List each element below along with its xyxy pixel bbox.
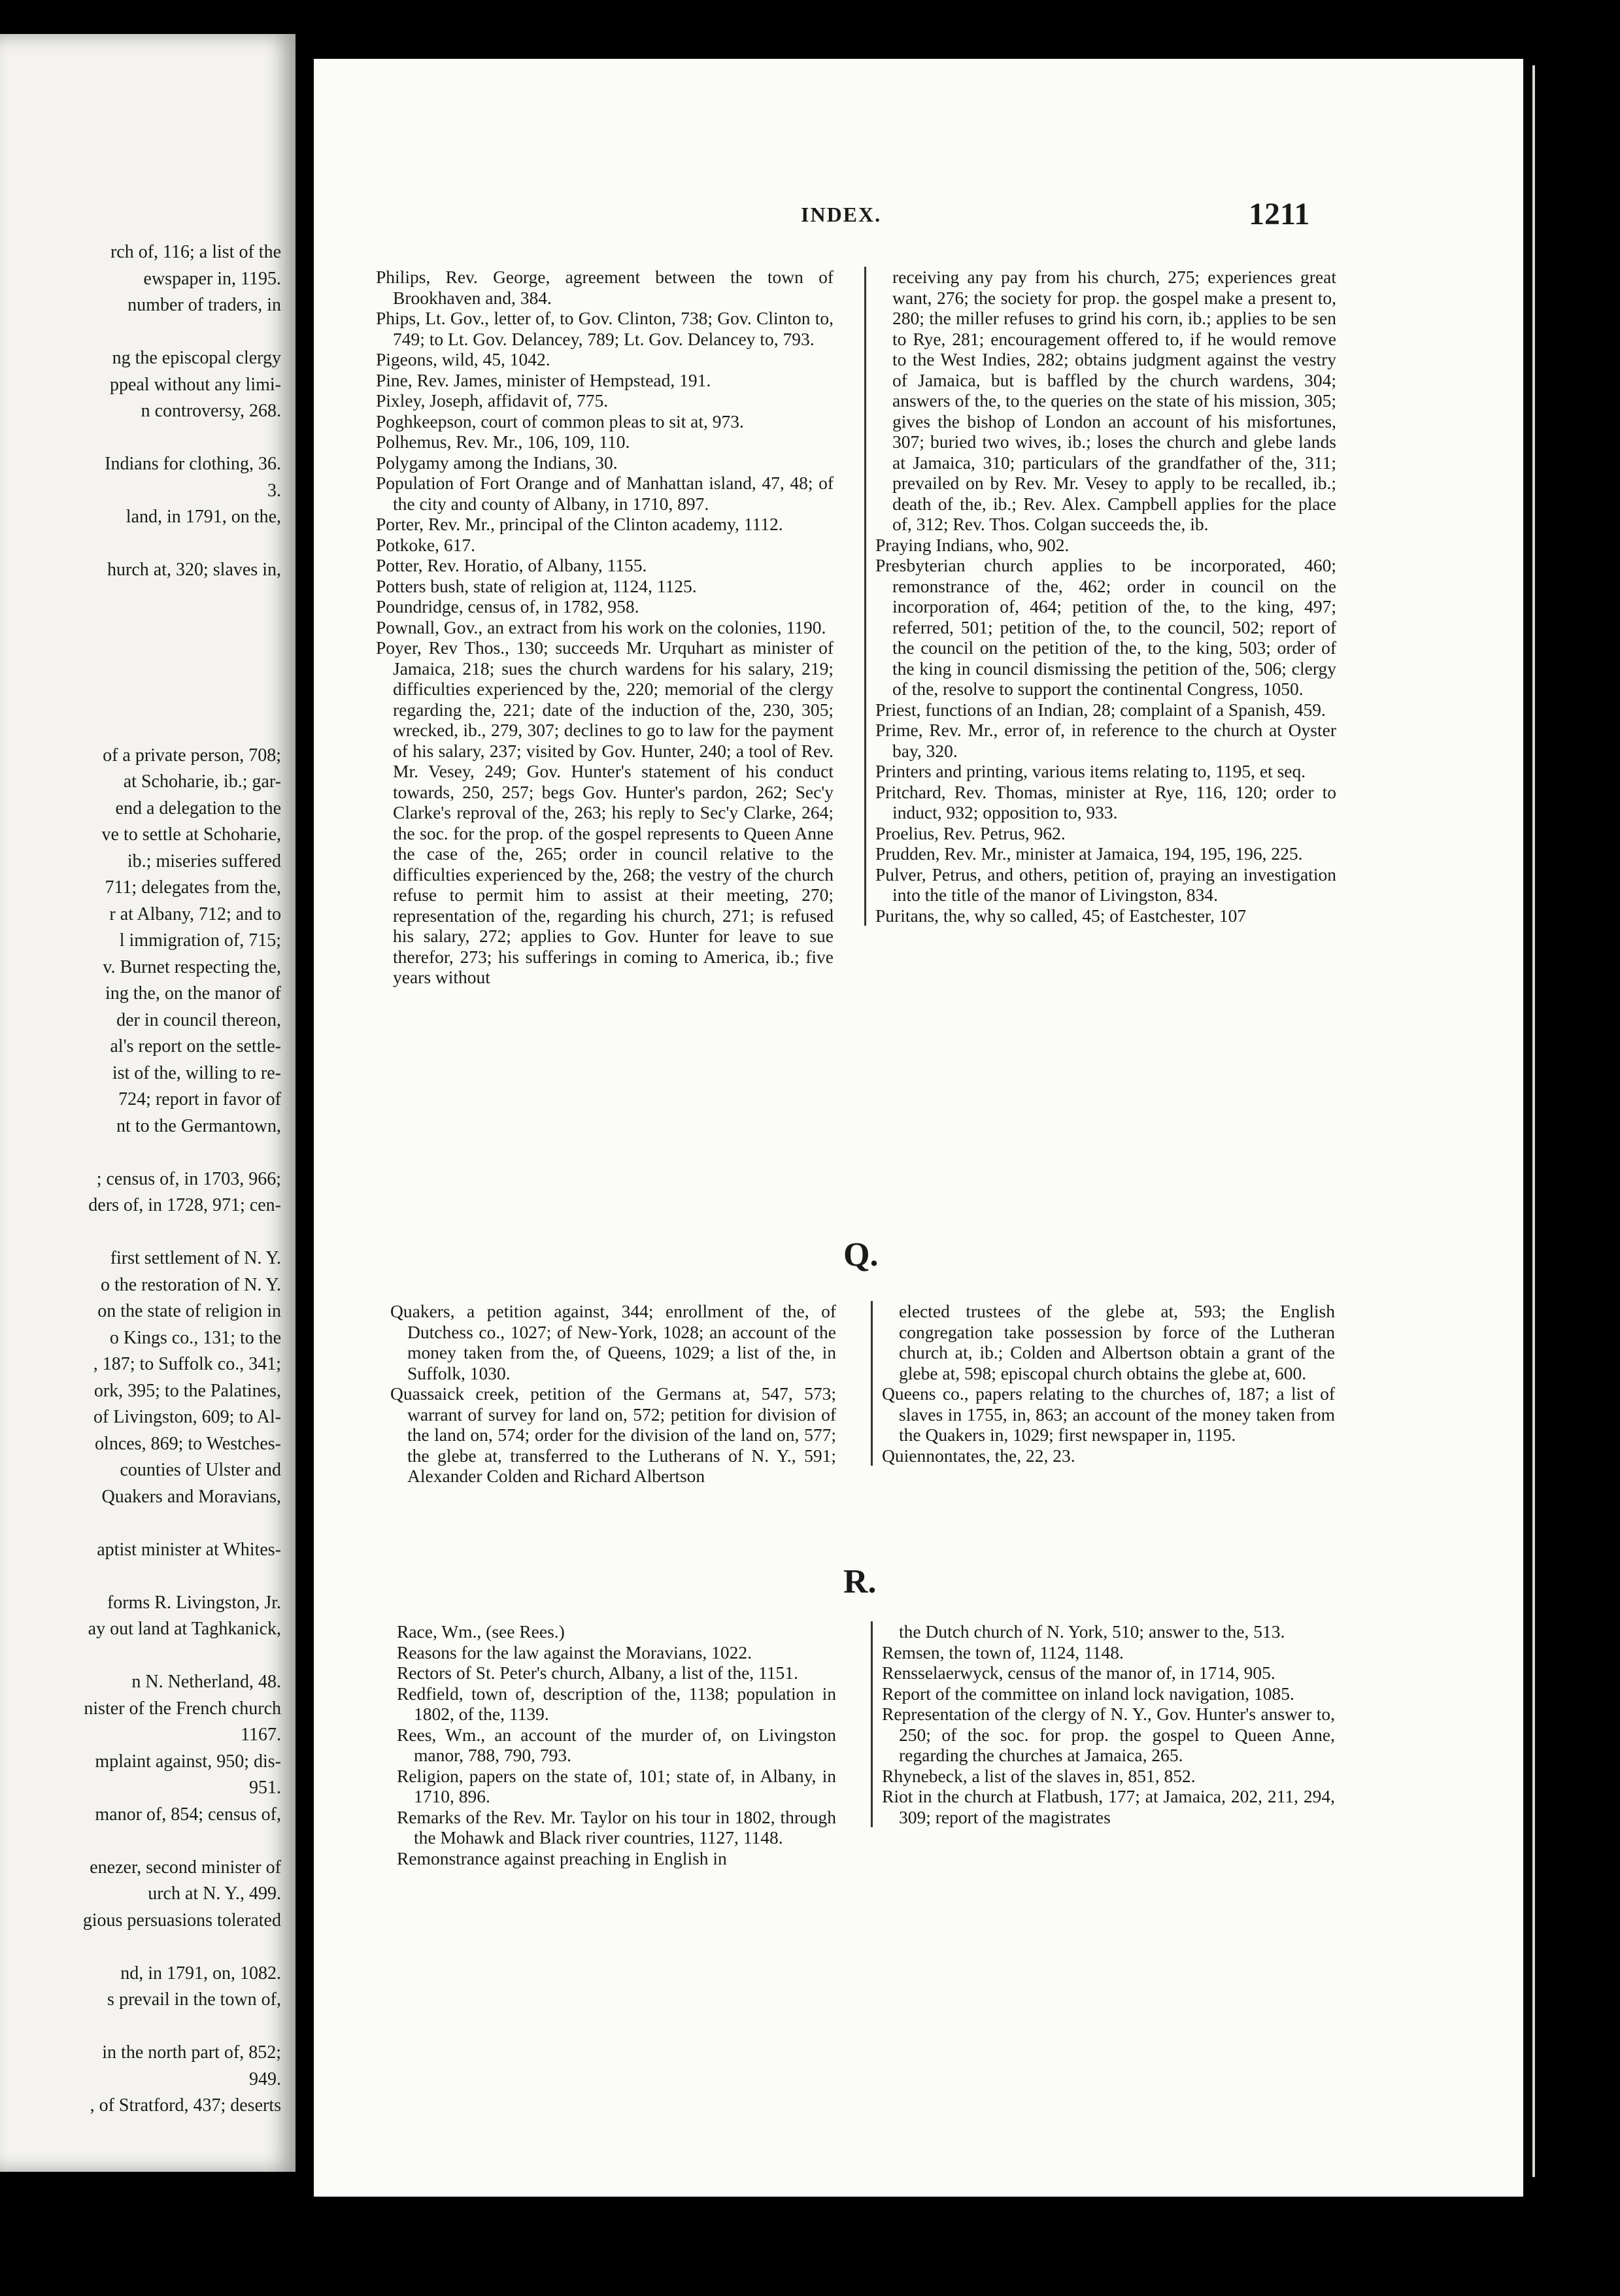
index-entry: Pulver, Petrus, and others, petition of, praying an investigation into the title of the manor of Livingston, 834.	[875, 864, 1336, 905]
index-entry: Riot in the church at Flatbush, 177; at Jamaica, 202, 211, 294, 309; report of the magistrates	[882, 1786, 1335, 1827]
facing-page-line: ders of, in 1728, 971; cen-	[88, 1195, 281, 1215]
index-entry: Potter, Rev. Horatio, of Albany, 1155.	[376, 555, 647, 575]
index-entry: Proelius, Rev. Petrus, 962.	[875, 822, 1066, 843]
index-entry: Report of the committee on inland lock navigation, 1085.	[882, 1683, 1294, 1704]
facing-page-line: al's report on the settle-	[110, 1036, 281, 1056]
index-entry: Pownall, Gov., an extract from his work on the colonies, 1190.	[376, 616, 826, 637]
facing-page-line: o the restoration of N. Y.	[100, 1274, 281, 1295]
facing-page-line: ork, 395; to the Palatines,	[93, 1380, 281, 1401]
facing-page-line: counties of Ulster and	[120, 1460, 281, 1480]
index-entry: Reasons for the law against the Moravians, 1022.	[397, 1642, 752, 1663]
facing-page-line: first settlement of N. Y.	[110, 1248, 281, 1268]
index-entry: Pixley, Joseph, affidavit of, 775.	[376, 390, 609, 411]
index-entry: Rensselaerwyck, census of the manor of, in 1714, 905.	[882, 1663, 1275, 1683]
index-entry: Puritans, the, why so called, 45; of Eastchester, 107	[875, 905, 1247, 926]
facing-page-line: nt to the Germantown,	[116, 1115, 281, 1136]
index-entry: Poghkeepson, court of common pleas to sit at, 973.	[376, 411, 744, 431]
facing-page-line: 949.	[249, 2068, 281, 2089]
facing-page-line: ng the episcopal clergy	[112, 348, 281, 368]
facing-page-line: r at Albany, 712; and to	[109, 903, 281, 924]
index-entry: Presbyterian church applies to be incorporated, 460; remonstrance of the, 462; order in council on the incorporation of, 464; petition of the, to the king, 497; referred, 501; petition of the, to the council, 502; report of the council on the petition of the, to the king, 503; order of the king in council dismissing the petition of the, 506; clergy of the, resolve to support the continental Congress, 1050.	[875, 555, 1336, 699]
facing-page-line: ppeal without any limi-	[109, 374, 281, 395]
facing-page-line: mplaint against, 950; dis-	[95, 1751, 281, 1772]
facing-page-line: number of traders, in	[127, 295, 281, 315]
index-entry: Prime, Rev. Mr., error of, in reference to the church at Oyster bay, 320.	[875, 720, 1336, 761]
index-entry-continued: receiving any pay from his church, 275; experiences great want, 276; the society for prop. the gospel make a present to, 280; the miller refuses to grind his corn, ib.; applies to be sen to Rye, 281; encouragement offered to, if he would remove to the West Indies, 282; obtains judgment against the vestry of Jamaica, but is baffled by the church wardens, 304; answers of the, to the queries on the state of his mission, 305; gives the bishop of London an account of his misfortunes, 307; buried two wives, ib.; loses the church and glebe lands at Jamaica, 310; particulars of the grandfather of the, 311; prevailed on by Rev. Mr. Vesey to apply to be recalled, ib.; death of the, ib.; Rev. Alex. Campbell applies for the place of, 312; Rev. Thos. Colgan succeeds the, ib.	[892, 267, 1336, 534]
facing-page-line: rch of, 116; a list of the	[110, 242, 281, 262]
index-entry: Population of Fort Orange and of Manhattan island, 47, 48; of the city and county of Albany, in 1710, 897.	[376, 473, 834, 514]
index-entry: Remarks of the Rev. Mr. Taylor on his tour in 1802, through the Mohawk and Black river countries, 1127, 1148.	[397, 1806, 836, 1848]
facing-page-line: land, in 1791, on the,	[126, 507, 281, 527]
facing-page-line: aptist minister at Whites-	[97, 1539, 281, 1560]
facing-page-line: forms R. Livingston, Jr.	[107, 1592, 281, 1613]
index-column-left-r	[397, 1621, 836, 1868]
index-entry: Redfield, town of, description of the, 1138; population in 1802, of the, 1139.	[397, 1683, 836, 1724]
facing-page-line: ewspaper in, 1195.	[143, 268, 281, 289]
running-title: INDEX.	[801, 203, 882, 226]
facing-page-line: ing the, on the manor of	[105, 983, 281, 1004]
index-entry: Religion, papers on the state of, 101; state of, in Albany, in 1710, 896.	[397, 1765, 836, 1806]
facing-page-line: manor of, 854; census of,	[95, 1804, 281, 1825]
index-entry-continued: elected trustees of the glebe at, 593; the English congregation take possession by force of the Lutheran church at, ib.; Colden and Albertson obtain a grant of the glebe at, 598; episcopal church obtains the glebe at, 600.	[899, 1301, 1335, 1383]
index-entry: Printers and printing, various items relating to, 1195, et seq.	[875, 761, 1306, 781]
index-entry: Pine, Rev. James, minister of Hempstead, 191.	[376, 369, 711, 390]
index-entry: Rectors of St. Peter's church, Albany, a list of the, 1151.	[397, 1663, 798, 1683]
index-entry: Priest, functions of an Indian, 28; complaint of a Spanish, 459.	[875, 699, 1326, 720]
facing-page-line: 711; delegates from the,	[105, 877, 281, 898]
facing-page-line: of Livingston, 609; to Al-	[93, 1407, 281, 1427]
facing-page-line: end a delegation to the	[115, 798, 281, 819]
index-entry: Quassaick creek, petition of the Germans at, 547, 573; warrant of survey for land on, 572; petition for division of the land on, 574; order for the division of the land on, 577; the glebe at, transferred to the Lutherans of N. Y., 591; Alexander Colden and Richard Albertson	[390, 1383, 836, 1486]
index-entry: Praying Indians, who, 902.	[875, 534, 1070, 555]
index-column-right-q	[871, 1301, 1335, 1466]
index-entry: Pigeons, wild, 45, 1042.	[376, 349, 550, 369]
index-entry: Potkoke, 617.	[376, 534, 476, 555]
page-number: 1211	[1249, 197, 1310, 231]
facing-page-line: on the state of religion in	[97, 1301, 281, 1321]
facing-page-line: v. Burnet respecting the,	[103, 956, 281, 977]
facing-page-line: 1167.	[241, 1725, 281, 1745]
facing-page-line: nister of the French church	[84, 1698, 281, 1719]
index-entry: Quakers, a petition against, 344; enrollment of the, of Dutchess co., 1027; of New-York, 1028; an account of the money taken from the, of Queens, 1029; a list of the, in Suffolk, 1030.	[390, 1301, 836, 1383]
index-entry: Rees, Wm., an account of the murder of, on Livingston manor, 788, 790, 793.	[397, 1724, 836, 1765]
index-entry: Potters bush, state of religion at, 1124, 1125.	[376, 575, 697, 596]
facing-page-line: Quakers and Moravians,	[101, 1486, 281, 1507]
facing-page-line: in the north part of, 852;	[102, 2042, 281, 2063]
index-entry: Remsen, the town of, 1124, 1148.	[882, 1642, 1124, 1663]
index-column-left-q	[390, 1301, 836, 1487]
facing-page-line: enezer, second minister of	[90, 1857, 281, 1878]
index-column-right-p	[864, 267, 1336, 926]
index-entry: Queens co., papers relating to the churches of, 187; a list of slaves in 1755, in, 863; an account of the money taken from the Quakers in, 1029; first newspaper in, 1195.	[882, 1383, 1335, 1445]
facing-page-line: , of Stratford, 437; deserts	[90, 2095, 281, 2116]
facing-page-line: hurch at, 320; slaves in,	[107, 560, 281, 580]
index-page	[314, 59, 1523, 2197]
index-entry: Quiennontates, the, 22, 23.	[882, 1445, 1075, 1466]
index-entry: Philips, Rev. George, agreement between the town of Brookhaven and, 384.	[376, 267, 834, 308]
facing-page-line: l immigration of, 715;	[119, 930, 281, 951]
facing-page-line: 3.	[267, 480, 281, 501]
index-entry: Porter, Rev. Mr., principal of the Clinton academy, 1112.	[376, 514, 783, 534]
facing-page-line: nd, in 1791, on, 1082.	[120, 1963, 281, 1984]
facing-page-line: ib.; miseries suffered	[127, 851, 281, 871]
section-heading-q: Q.	[843, 1236, 879, 1274]
index-entry: Prudden, Rev. Mr., minister at Jamaica, 194, 195, 196, 225.	[875, 843, 1303, 864]
facing-page-line: s prevail in the town of,	[107, 1989, 281, 2010]
facing-page-line: of a private person, 708;	[103, 745, 281, 766]
section-heading-r: R.	[843, 1563, 877, 1600]
facing-page-line: at Schoharie, ib.; gar-	[123, 771, 281, 792]
facing-page-line: olnces, 869; to Westches-	[95, 1433, 281, 1454]
index-entry: Polygamy among the Indians, 30.	[376, 452, 618, 473]
facing-page-line: 724; report in favor of	[118, 1089, 281, 1109]
facing-page-line: ; census of, in 1703, 966;	[96, 1168, 281, 1189]
facing-page-line: , 187; to Suffolk co., 341;	[93, 1354, 281, 1374]
facing-page-line: o Kings co., 131; to the	[109, 1327, 281, 1348]
running-head	[314, 196, 1523, 235]
facing-page-line: ist of the, willing to re-	[112, 1062, 281, 1083]
facing-page-line: urch at N. Y., 499.	[148, 1883, 281, 1904]
index-entry: Race, Wm., (see Rees.)	[397, 1621, 565, 1642]
facing-page-line: gious persuasions tolerated	[82, 1910, 281, 1931]
index-column-left-p	[376, 267, 834, 1234]
index-entry: Polhemus, Rev. Mr., 106, 109, 110.	[376, 431, 630, 452]
facing-page-line: ve to settle at Schoharie,	[101, 824, 281, 845]
index-column-right-r	[871, 1621, 1335, 1827]
index-entry: Remonstrance against preaching in English in	[397, 1848, 727, 1868]
index-entry: Phips, Lt. Gov., letter of, to Gov. Clinton, 738; Gov. Clinton to, 749; to Lt. Gov. Delancey, 789; Lt. Gov. Delancey to, 793.	[376, 308, 834, 349]
index-entry-continued: the Dutch church of N. York, 510; answer to the, 513.	[899, 1621, 1285, 1642]
facing-page-line: der in council thereon,	[116, 1009, 281, 1030]
index-entry: Poundridge, census of, in 1782, 958.	[376, 596, 639, 616]
facing-page-left	[0, 34, 295, 2172]
facing-page-line: n N. Netherland, 48.	[131, 1672, 281, 1692]
facing-page-line: ay out land at Taghkanick,	[88, 1619, 281, 1639]
index-entry: Pritchard, Rev. Thomas, minister at Rye, 116, 120; order to induct, 932; opposition to, 933.	[875, 781, 1336, 822]
facing-page-line: Indians for clothing, 36.	[105, 454, 281, 474]
index-entry: Rhynebeck, a list of the slaves in, 851, 852.	[882, 1765, 1196, 1786]
index-entry: Representation of the clergy of N. Y., Gov. Hunter's answer to, 250; of the soc. for prop. the gospel to Queen Anne, regarding the churches at Jamaica, 265.	[882, 1704, 1335, 1765]
facing-page-line: n controversy, 268.	[141, 401, 281, 421]
facing-page-line: 951.	[249, 1778, 281, 1798]
index-entry: Poyer, Rev Thos., 130; succeeds Mr. Urquhart as minister of Jamaica, 218; sues the church wardens for his salary, 219; difficulties experienced by the, 220; memorial of the clergy regarding the, 221; date of the induction of the, 230, 305; wrecked, ib., 279, 307; declines to go to law for the payment of his salary, 237; visited by Gov. Hunter, 240; a tool of Rev. Mr. Vesey, 249; Gov. Hunter's statement of his conduct towards, 250, 257; begs Gov. Hunter's pardon, 262; Sec'y Clarke's reproval of the, 263; his reply to Sec'y Clarke, 264; the soc. for the prop. of the gospel represents to Queen Anne the case of the, 265; order in council relative to the difficulties experienced by the, 268; the vestry of the church refuse to permit him to assist at their meeting, 270; representation of the, regarding his church, 271; is refused his salary, 272; applies to Gov. Hunter for leave to sue therefor, 273; his sufferings in coming to America, ib.; five years without	[376, 637, 834, 987]
